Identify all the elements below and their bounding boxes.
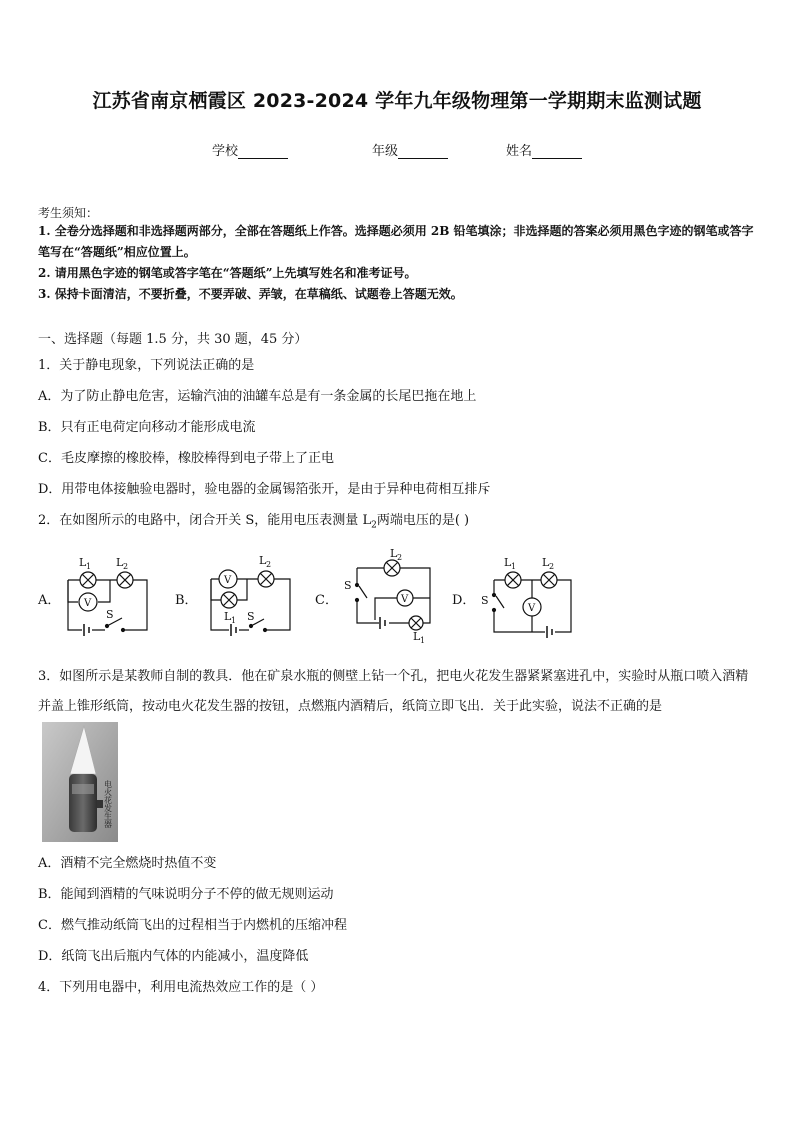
q3-option-a[interactable]: A．酒精不完全燃烧时热值不变: [38, 856, 217, 871]
page-title: 江苏省南京栖霞区 2023-2024 学年九年级物理第一学期期末监测试题: [92, 90, 702, 112]
label-sub-1: 1: [86, 562, 92, 571]
label-l: L: [413, 630, 421, 643]
lamp-l1-icon: [80, 572, 96, 588]
circuit-diagram-c: [335, 548, 440, 643]
grade-field: [372, 140, 448, 159]
school-label: 学校: [212, 144, 239, 159]
school-blank[interactable]: [238, 145, 288, 159]
battery-icon: [231, 624, 236, 636]
q2-choice-b[interactable]: B．: [175, 593, 198, 608]
q3-option-c[interactable]: C．燃气推动纸筒飞出的过程相当于内燃机的压缩冲程: [38, 918, 347, 933]
circuit-diagram-d: [478, 552, 578, 638]
question-1-stem: 1．关于静电现象，下列说法正确的是: [38, 358, 255, 373]
q2-choice-d[interactable]: D．: [452, 593, 476, 608]
label-sub-2: 2: [266, 560, 272, 569]
label-s: S: [344, 579, 352, 592]
label-l: L: [542, 556, 550, 569]
label-sub-1: 1: [511, 562, 517, 571]
name-label: 姓名: [506, 144, 533, 159]
label-l: L: [116, 556, 124, 569]
label-v: V: [528, 603, 536, 614]
question-2-stem: [38, 509, 469, 531]
q1-option-a[interactable]: A．为了防止静电危害，运输汽油的油罐车总是有一条金属的长尾巴拖在地上: [38, 389, 477, 404]
battery-icon: [380, 617, 385, 629]
q1-option-c[interactable]: C．毛皮摩擦的橡胶棒，橡胶棒得到电子带上了正电: [38, 451, 334, 466]
lamp-l2-icon: [117, 572, 133, 588]
label-s: S: [106, 608, 114, 621]
q2-stem-before: 2．在如图所示的电路中，闭合开关 S，能用电压表测量 L: [38, 513, 372, 528]
photo-caption: 电火花发生器: [103, 780, 113, 828]
label-sub-1: 1: [231, 616, 237, 625]
q3-option-b[interactable]: B．能闻到酒精的气味说明分子不停的做无规则运动: [38, 887, 334, 902]
lamp-l1-icon: [409, 616, 423, 630]
lamp-l1-icon: [221, 592, 237, 608]
notice-heading: 考生须知：: [38, 206, 99, 220]
school-field: [212, 140, 288, 159]
bottle-icon: [69, 774, 97, 832]
label-sub-2: 2: [123, 562, 129, 571]
q2-stem-after: 两端电压的是( ): [376, 513, 470, 528]
q2-choice-c[interactable]: C．: [315, 593, 338, 608]
section-heading: 一、选择题（每题 1.5 分，共 30 题，45 分）: [38, 332, 308, 347]
label-l: L: [259, 554, 267, 567]
circuit-diagram-a: [60, 552, 155, 637]
grade-blank[interactable]: [398, 145, 448, 159]
battery-icon: [84, 624, 89, 636]
name-blank[interactable]: [532, 145, 582, 159]
battery-icon: [547, 626, 552, 638]
lamp-l2-icon: [258, 571, 274, 587]
notice-item-3: 3. 保持卡面清洁，不要折叠，不要弄破、弄皱，在草稿纸、试题卷上答题无效。: [38, 287, 463, 301]
notice-item-1: 1. 全卷分选择题和非选择题两部分，全部在答题纸上作答。选择题必须用 2B 铅笔填涂；非选择题的答案必须用黑色字迹的钢笔或答字笔写在“答题纸”相应位置上。: [38, 224, 754, 259]
label-v: V: [84, 598, 92, 609]
label-s: S: [481, 594, 489, 607]
label-s: S: [247, 610, 255, 623]
label-v: V: [401, 594, 409, 605]
q2-stem-subscript: 2: [371, 520, 377, 531]
bottle-photo: [42, 722, 118, 842]
q1-option-b[interactable]: B．只有正电荷定向移动才能形成电流: [38, 420, 256, 435]
question-4-stem: 4．下列用电器中，利用电流热效应工作的是（ ）: [38, 980, 324, 995]
label-sub-1: 1: [420, 636, 426, 643]
label-sub-2: 2: [549, 562, 555, 571]
grade-label: 年级: [372, 144, 399, 159]
lamp-l1-icon: [505, 572, 521, 588]
q1-option-d[interactable]: D．用带电体接触验电器时，验电器的金属锡箔张开，是由于异种电荷相互排斥: [38, 482, 491, 497]
q3-option-d[interactable]: D．纸筒飞出后瓶内气体的内能减小，温度降低: [38, 949, 309, 964]
question-3-stem: 3．如图所示是某教师自制的教具．他在矿泉水瓶的侧壁上钻一个孔，把电火花发生器紧紧塞进孔中，实验时从瓶口喷入酒精并盖上锥形纸筒，按动电火花发生器的按钮，点燃瓶内酒精后，纸筒立即飞出．关于此实验，说法不正确的是: [38, 669, 749, 714]
label-v: V: [224, 575, 232, 586]
label-sub-2: 2: [397, 553, 403, 562]
label-l: L: [224, 610, 232, 623]
label-l: L: [390, 548, 398, 560]
q2-choice-a[interactable]: A．: [38, 593, 61, 608]
lamp-l2-icon: [384, 560, 400, 576]
notice-item-2: 2. 请用黑色字迹的钢笔或答字笔在“答题纸”上先填写姓名和准考证号。: [38, 266, 417, 280]
circuit-diagram-b: [195, 552, 295, 642]
name-field: [506, 140, 582, 159]
lamp-l2-icon: [541, 572, 557, 588]
label-l: L: [504, 556, 512, 569]
label-l: L: [79, 556, 87, 569]
